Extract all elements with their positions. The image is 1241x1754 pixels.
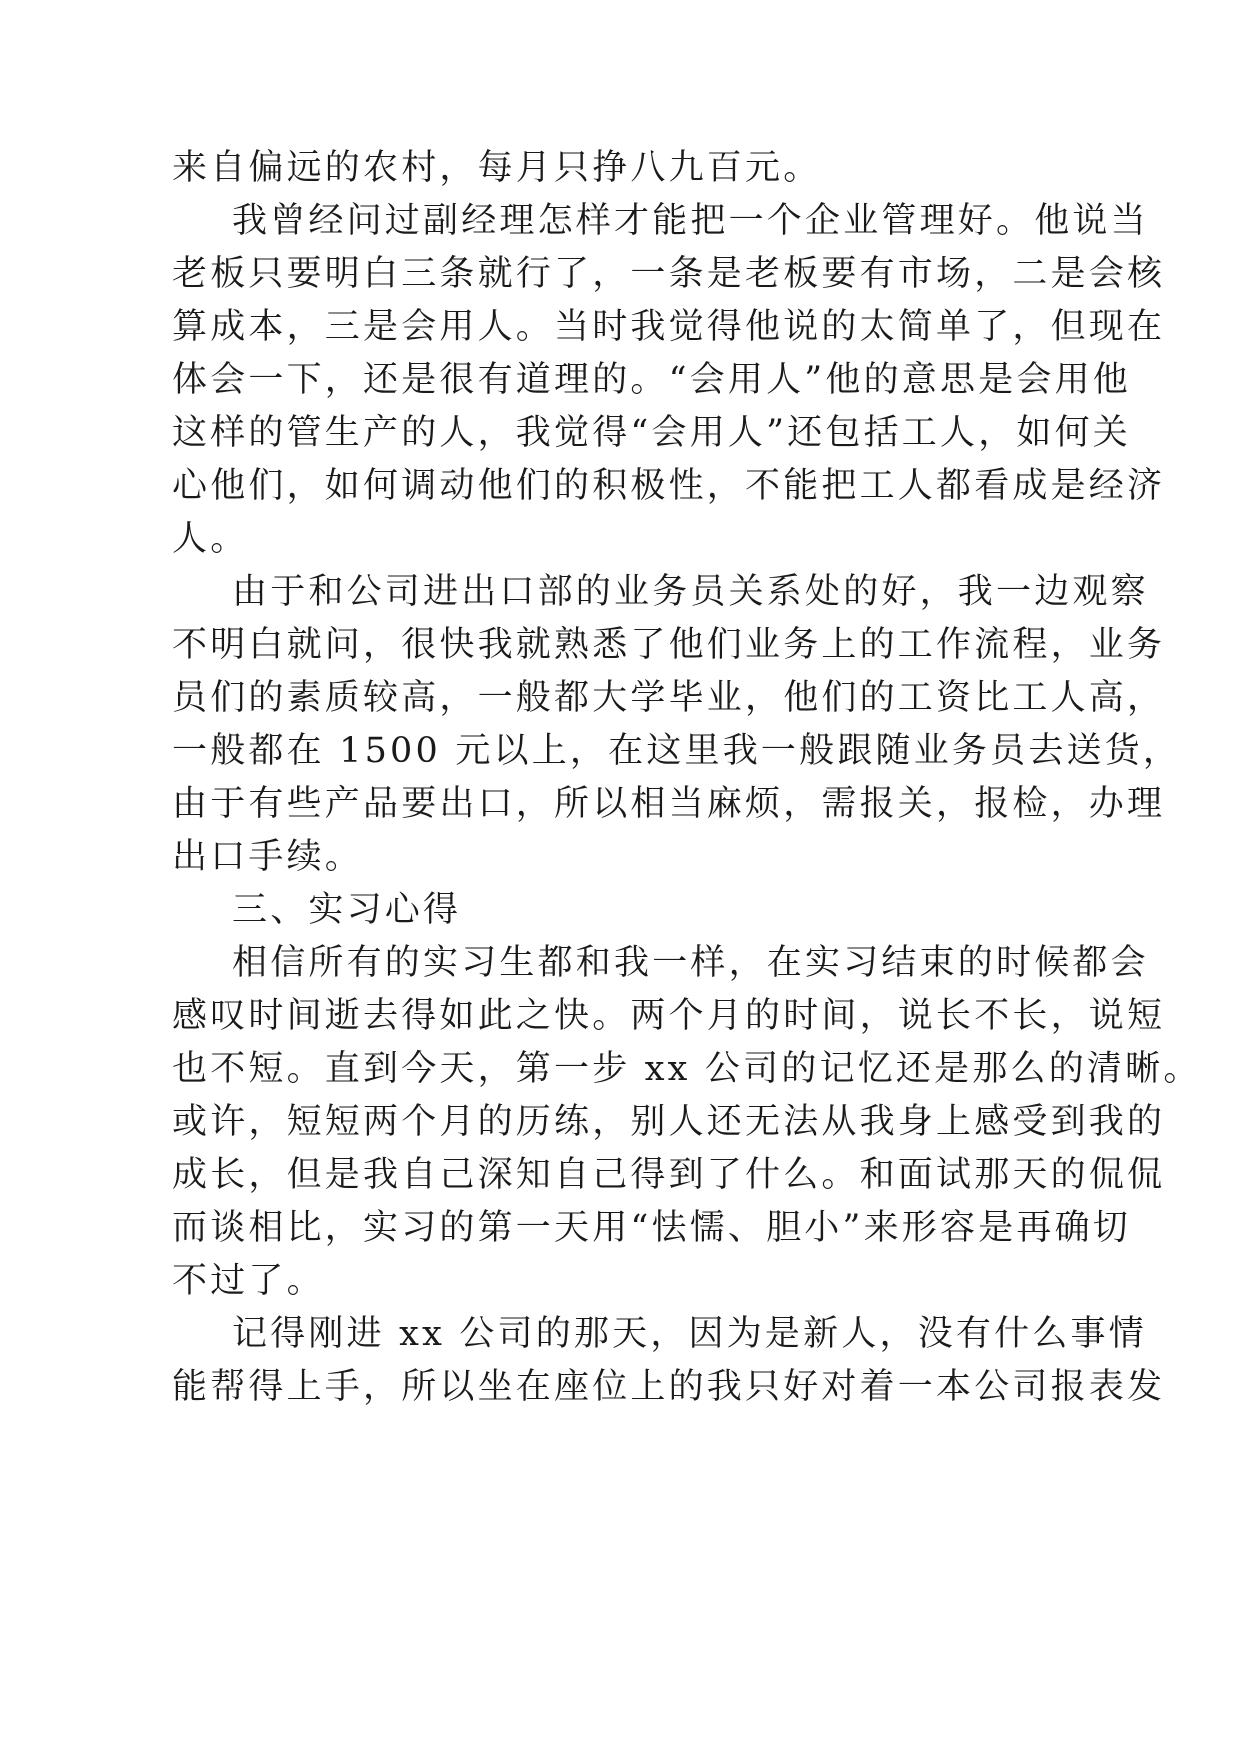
text-line: 我曾经问过副经理怎样才能把一个企业管理好。他说当: [232, 201, 1149, 241]
text-line: 体会一下，还是很有道理的。“会用人”他的意思是会用他: [172, 360, 1131, 400]
text-line: 心他们，如何调动他们的积极性，不能把工人都看成是经济: [172, 466, 1166, 506]
text-line: 相信所有的实习生都和我一样，在实习结束的时候都会: [232, 943, 1149, 983]
section-heading: 三、实习心得: [232, 890, 462, 930]
text-line: 算成本，三是会用人。当时我觉得他说的太简单了，但现在: [172, 307, 1166, 347]
text-line: 员们的素质较高，一般都大学毕业，他们的工资比工人高，: [172, 678, 1166, 718]
text-line: 成长，但是我自己深知自己得到了什么。和面试那天的侃侃: [172, 1155, 1166, 1195]
text-line: 不过了。: [172, 1261, 325, 1301]
text-line: 或许，短短两个月的历练，别人还无法从我身上感受到我的: [172, 1102, 1166, 1142]
text-line: 老板只要明白三条就行了，一条是老板要有市场，二是会核: [172, 254, 1166, 294]
text-line: 人。: [172, 519, 249, 559]
text-line: 也不短。直到今天，第一步 xx 公司的记忆还是那么的清晰。: [172, 1049, 1202, 1089]
text-line: 由于和公司进出口部的业务员关系处的好，我一边观察: [232, 572, 1149, 612]
text-line: 记得刚进 xx 公司的那天，因为是新人，没有什么事情: [232, 1314, 1147, 1354]
text-line: 出口手续。: [172, 837, 364, 877]
text-line: 这样的管生产的人，我觉得“会用人”还包括工人，如何关: [172, 413, 1131, 453]
text-line: 来自偏远的农村，每月只挣八九百元。: [172, 148, 822, 188]
text-line: 不明白就问，很快我就熟悉了他们业务上的工作流程，业务: [172, 625, 1166, 665]
text-line: 能帮得上手，所以坐在座位上的我只好对着一本公司报表发: [172, 1367, 1166, 1407]
text-line: 一般都在 1500 元以上，在这里我一般跟随业务员去送货，: [172, 731, 1182, 771]
text-line: 由于有些产品要出口，所以相当麻烦，需报关，报检，办理: [172, 784, 1166, 824]
text-line: 而谈相比，实习的第一天用“怯懦、胆小”来形容是再确切: [172, 1208, 1131, 1248]
text-line: 感叹时间逝去得如此之快。两个月的时间，说长不长，说短: [172, 996, 1166, 1036]
